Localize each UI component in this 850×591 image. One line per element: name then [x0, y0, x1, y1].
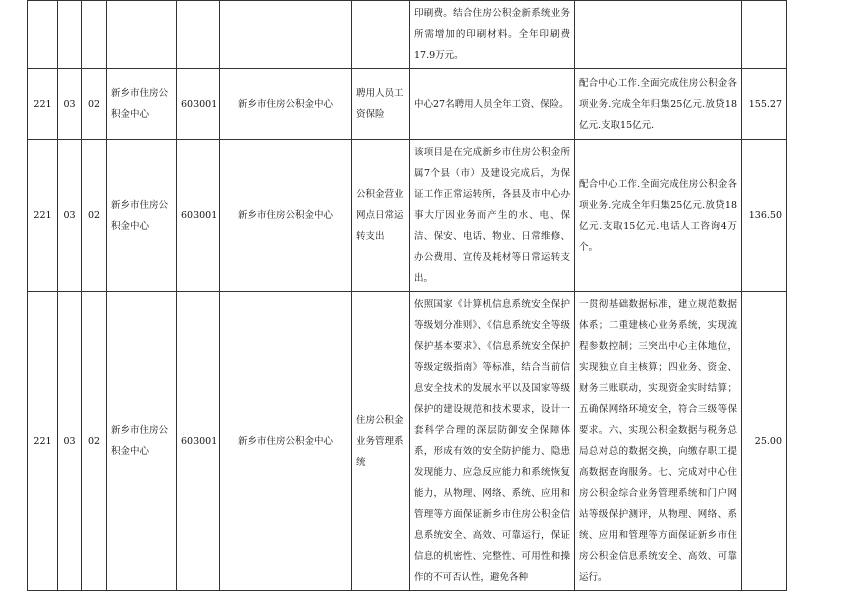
project-cell: 住房公积金业务管理系统 — [352, 292, 410, 591]
goal-cell — [575, 1, 742, 69]
goal-cell: 配合中心工作.全面完成住房公积金各项业务.完成全年归集25亿元.放贷18亿元.支取15亿元. — [575, 69, 742, 140]
cat2-cell — [58, 1, 82, 69]
content-cell: 该项目是在完成新乡市住房公积金所属7个县（市）及建设完成后，为保证工作正常运转所，各县及市中心办事大厅因业务而产生的水、电、保洁、保安、电话、物业、日常维修、办公费用、宣传及耗材等日常运转支出。 — [410, 140, 575, 292]
goal-cell: 配合中心工作.全面完成住房公积金各项业务.完成全年归集25亿元.放贷18亿元.支取15亿元.电话人工咨询4万个。 — [575, 140, 742, 292]
project-cell: 聘用人员工资保险 — [352, 69, 410, 140]
code-cell — [177, 1, 220, 69]
cat1-cell: 221 — [28, 69, 58, 140]
code-cell: 603001 — [177, 69, 220, 140]
cat1-cell — [28, 1, 58, 69]
cat2-cell: 03 — [58, 292, 82, 591]
unit-full-cell — [220, 1, 352, 69]
table-row — [28, 1, 787, 69]
code-cell: 603001 — [177, 292, 220, 591]
code-cell: 603001 — [177, 140, 220, 292]
cat1-cell: 221 — [28, 292, 58, 591]
project-cell: 公积金营业网点日常运转支出 — [352, 140, 410, 292]
cat2-cell: 03 — [58, 69, 82, 140]
unit-cell: 新乡市住房公积金中心 — [107, 140, 177, 292]
project-cell — [352, 1, 410, 69]
content-cell: 依照国家《计算机信息系统安全保护等级划分准则》、《信息系统安全等级保护基本要求》、《信息系统安全保护等级定级指南》等标准，结合当前信息安全技术的发展水平以及国家等级保护的建设规范和技术要求，设计一套科学合理的深层防御安全保障体系，形成有效的安全防护能力、隐患发现能力、应急反应能力和系统恢复能力，从物理、网络、系统、应用和管理等方面保证新乡市住房公积金信息系统安全、高效、可靠运行，保证信息的机密性、完整性、可用性和操作的不可否认性，避免各种 — [410, 292, 575, 591]
amount-cell: 136.50 — [742, 140, 787, 292]
table-row — [28, 69, 787, 140]
cat1-cell: 221 — [28, 140, 58, 292]
unit-full-cell: 新乡市住房公积金中心 — [220, 140, 352, 292]
amount-cell: 155.27 — [742, 69, 787, 140]
amount-cell: 25.00 — [742, 292, 787, 591]
cat3-cell: 02 — [82, 292, 107, 591]
cat3-cell: 02 — [82, 140, 107, 292]
unit-cell: 新乡市住房公积金中心 — [107, 69, 177, 140]
unit-cell — [107, 1, 177, 69]
unit-cell: 新乡市住房公积金中心 — [107, 292, 177, 591]
amount-cell — [742, 1, 787, 69]
budget-table — [27, 0, 787, 591]
content-cell: 印刷费。结合住房公积金新系统业务所需增加的印刷材料。全年印刷费17.9万元。 — [410, 1, 575, 69]
table-row — [28, 292, 787, 591]
cat3-cell — [82, 1, 107, 69]
goal-cell: 一贯彻基础数据标准，建立规范数据体系；二重建核心业务系统，实现流程参数控制；三突出中心主体地位，实现独立自主核算；四业务、资金、财务三账联动，实现资金实时结算；五确保网络环境安全，符合三级等保要求。六、实现公积金数据与税务总局总对总的数据交换，向缴存职工提高数据查询服务。七、完成对中心住房公积金综合业务管理系统和门户网站等级保护测评，从物理、网络、系统、应用和管理等方面保证新乡市住房公积金信息系统安全、高效、可靠运行。 — [575, 292, 742, 591]
cat3-cell: 02 — [82, 69, 107, 140]
unit-full-cell: 新乡市住房公积金中心 — [220, 69, 352, 140]
cat2-cell: 03 — [58, 140, 82, 292]
table-row — [28, 140, 787, 292]
unit-full-cell: 新乡市住房公积金中心 — [220, 292, 352, 591]
content-cell: 中心27名聘用人员全年工资、保险。 — [410, 69, 575, 140]
